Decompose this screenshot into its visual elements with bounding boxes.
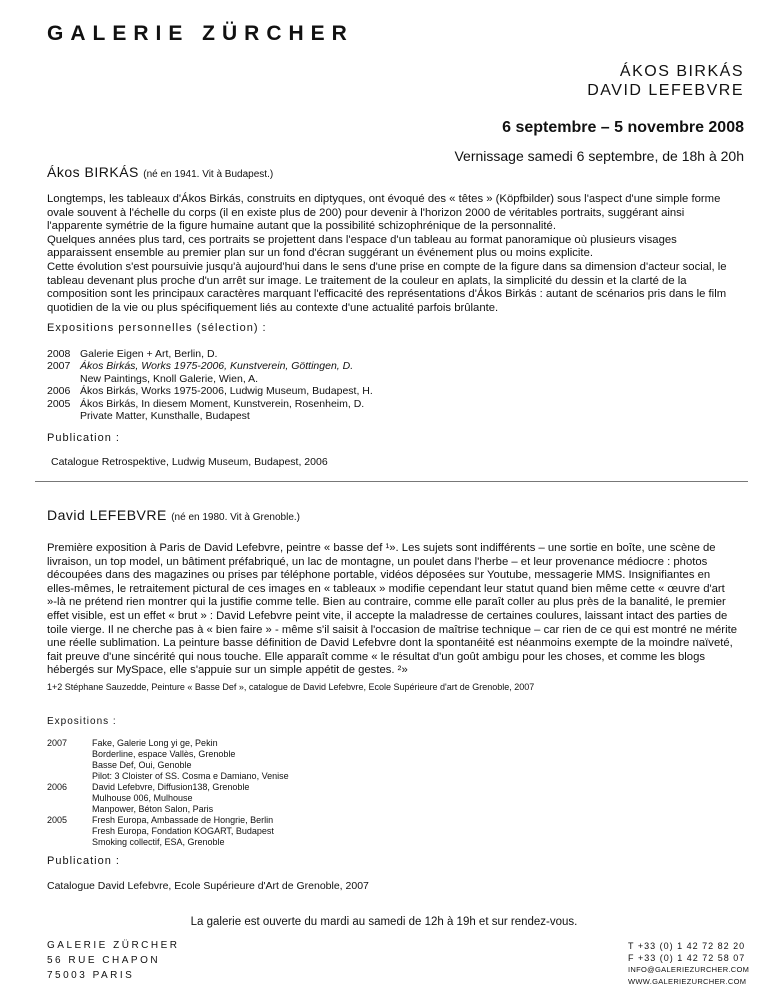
expo-row	[47, 410, 373, 422]
expo-year: 2006	[47, 782, 68, 792]
expo-year: 2006	[47, 385, 71, 398]
expo-text: David Lefebvre, Diffusion138, Grenoble	[92, 782, 250, 792]
expo-year	[47, 771, 92, 782]
expo-text: Manpower, Béton Salon, Paris	[92, 804, 214, 814]
expo-row	[47, 738, 289, 749]
lefebvre-expo-heading: Expositions :	[47, 716, 117, 727]
expo-text: Galerie Eigen + Art, Berlin, D.	[80, 348, 218, 360]
expo-row	[47, 837, 289, 848]
lefebvre-name: David LEFEBVRE	[47, 507, 167, 523]
vernissage-info: Vernissage samedi 6 septembre, de 18h à 20h	[454, 148, 744, 164]
artist-name-1: ÁKOS BIRKÁS	[619, 63, 744, 80]
expo-row	[47, 360, 373, 372]
expo-year: 2005	[47, 815, 68, 825]
expo-text: Smoking collectif, ESA, Grenoble	[92, 837, 225, 847]
expo-year: 2007	[47, 738, 68, 748]
artists-block	[587, 62, 744, 100]
website-link[interactable]: WWW.GALERIEZURCHER.COM	[628, 977, 747, 986]
lefebvre-paragraph: Première exposition à Paris de David Lefebvre, peintre « basse def ¹». Les sujets sont indifférents – une sortie en boîte, une scène de livraison, un top model, un bâtiment préfabriqué, un lac de montagne, un poulet dans l'herbe – et leur provenance médiocre : photos découpées dans des magazines ou prises par téléphone portable, vidéos déposées sur Youtube, messagerie MMS. Insignifiantes en elles-mêmes, le retraitement pictural de ces images en « tableaux » modifie cependant leur statut quand bien même cette « œuvre d'art »-là ne prétend rien montrer qui la justifie comme telle. Bien au contraire, comme elle paraît coller au plus près de la banalité, le premier effet visible, est un effet « brut » : David Lefebvre peint vite, il accepte la maladresse de certaines coulures, laissant intact des parties de toile vierge. Il ne cherche pas à « bien faire » - même s'il saisit à l'occasion de maîtrise technique – car rien de ce qui est montré ne mérite une réelle sublimation. La peinture basse définition de David Lefebvre dont la spontanéité est néanmoins exempte de la moindre naïveté, fait preuve d'une sincérité qui nous touche. Elle apparaît comme « le résultat d'un goût ambigu pour les choses, et comme les blogs hébergés sur MySpace, elle s'appuie sur un simple appétit de gestes. ²»	[47, 542, 737, 677]
email-link[interactable]: INFO@GALERIEZURCHER.COM	[628, 965, 750, 974]
expo-text: Private Matter, Kunsthalle, Budapest	[80, 410, 250, 423]
exhibition-dates: 6 septembre – 5 novembre 2008	[502, 119, 744, 136]
expo-row	[47, 760, 289, 771]
lefebvre-publication: Catalogue David Lefebvre, Ecole Supérieure d'Art de Grenoble, 2007	[47, 880, 369, 892]
gallery-title: GALERIE ZÜRCHER	[47, 22, 354, 45]
expo-text: Pilot: 3 Cloister of SS. Cosma e Damiano, Venise	[92, 771, 289, 781]
expo-text: Fresh Europa, Fondation KOGART, Budapest	[92, 826, 274, 836]
expo-row	[47, 826, 289, 837]
expo-row	[47, 385, 373, 397]
expo-year	[47, 373, 80, 385]
birkas-paragraph: Longtemps, les tableaux d'Ákos Birkás, construits en diptyques, ont évoqué des « têtes » (Köpfbilder) sous l'aspect d'une simple forme ovale souvent à l'échelle du corps (il en existe plus de 200) pour devenir à l'horizon 2000 de véritables portraits, suggérant ainsi l'apparente symétrie de la figure humaine autant que la possibilité schizophrénique de la personnalité.	[47, 193, 721, 233]
section-divider	[35, 481, 748, 482]
expo-text: New Paintings, Knoll Galerie, Wien, A.	[80, 372, 258, 385]
artist-name-2: DAVID LEFEBVRE	[587, 82, 744, 99]
expo-year	[47, 837, 92, 848]
lefebvre-heading	[47, 507, 300, 523]
expo-year	[47, 826, 92, 837]
expo-row	[47, 815, 289, 826]
address-line: GALERIE ZÜRCHER	[47, 940, 180, 951]
address-line: 75003 PARIS	[47, 970, 135, 981]
expo-text: Borderline, espace Vallès, Grenoble	[92, 749, 236, 759]
expo-year: 2005	[47, 397, 71, 410]
expo-year	[47, 410, 80, 422]
expo-row	[47, 793, 289, 804]
expo-row	[47, 398, 373, 410]
birkas-note: (né en 1941. Vit à Budapest.)	[143, 169, 274, 180]
lefebvre-bio	[47, 542, 737, 678]
expo-text: Ákos Birkás, Works 1975-2006, Ludwig Museum, Budapest, H.	[80, 385, 373, 398]
expo-year	[47, 804, 92, 815]
lefebvre-pub-heading: Publication :	[47, 855, 120, 867]
gallery-address	[47, 938, 180, 983]
birkas-pub-heading: Publication :	[47, 432, 120, 444]
lefebvre-footnote: 1+2 Stéphane Sauzedde, Peinture « Basse Def », catalogue de David Lefebvre, Ecole Supérieure d'art de Grenoble, 2007	[47, 682, 535, 692]
birkas-heading	[47, 164, 273, 180]
expo-text: Fresh Europa, Ambassade de Hongrie, Berlin	[92, 815, 274, 825]
address-line: 56 RUE CHAPON	[47, 955, 161, 966]
expo-row	[47, 749, 289, 760]
expo-year	[47, 760, 92, 771]
birkas-publication: Catalogue Retrospektive, Ludwig Museum, Budapest, 2006	[51, 456, 328, 468]
birkas-expo-list	[47, 348, 373, 422]
expo-row	[47, 782, 289, 793]
expo-year	[47, 749, 92, 760]
expo-text: Ákos Birkás, Works 1975-2006, Kunstverein, Göttingen, D.	[80, 360, 354, 373]
opening-hours: La galerie est ouverte du mardi au samedi de 12h à 19h et sur rendez-vous.	[190, 916, 578, 928]
expo-year: 2008	[47, 348, 71, 360]
gallery-contact	[628, 940, 749, 988]
expo-text: Ákos Birkás, In diesem Moment, Kunstverein, Rosenheim, D.	[80, 397, 365, 410]
expo-text: Basse Def, Oui, Genoble	[92, 760, 192, 770]
expo-text: Mulhouse 006, Mulhouse	[92, 793, 193, 803]
expo-text: Fake, Galerie Long yi ge, Pekin	[92, 738, 218, 748]
expo-row	[47, 348, 373, 360]
birkas-name: Ákos BIRKÁS	[47, 164, 139, 180]
lefebvre-note: (né en 1980. Vit à Grenoble.)	[171, 512, 301, 523]
lefebvre-expo-list	[47, 738, 289, 848]
expo-year	[47, 793, 92, 804]
birkas-paragraph: Cette évolution s'est poursuivie jusqu'à aujourd'hui dans le sens d'une prise en compte de la figure dans sa dimension d'acteur social, le tableau devenant plus proche d'un arrêt sur image. Le traitement de la couleur en aplats, la simplicité du dessin et la clarté de la composition sont les principaux caractères marquant l'efficacité des représentations d'Ákos Birkás : autant de scénarios pris dans le film quotidien de la vie ou plus spécifiquement liés au contexte d'une actualité parfois brûlante.	[47, 260, 727, 314]
birkas-expo-heading: Expositions personnelles (sélection) :	[47, 322, 267, 334]
birkas-bio	[47, 193, 737, 315]
fax-number: F +33 (0) 1 42 72 58 07	[628, 953, 746, 963]
expo-year: 2007	[47, 360, 71, 373]
expo-row	[47, 804, 289, 815]
expo-row	[47, 373, 373, 385]
expo-row	[47, 771, 289, 782]
phone-number: T +33 (0) 1 42 72 82 20	[628, 941, 746, 951]
birkas-paragraph: Quelques années plus tard, ces portraits se projettent dans l'espace d'un tableau au format panoramique où plusieurs visages apparaissent ensemble au premier plan sur un fond d'écran suggérant un événement plus ou moins explicite.	[47, 233, 677, 260]
